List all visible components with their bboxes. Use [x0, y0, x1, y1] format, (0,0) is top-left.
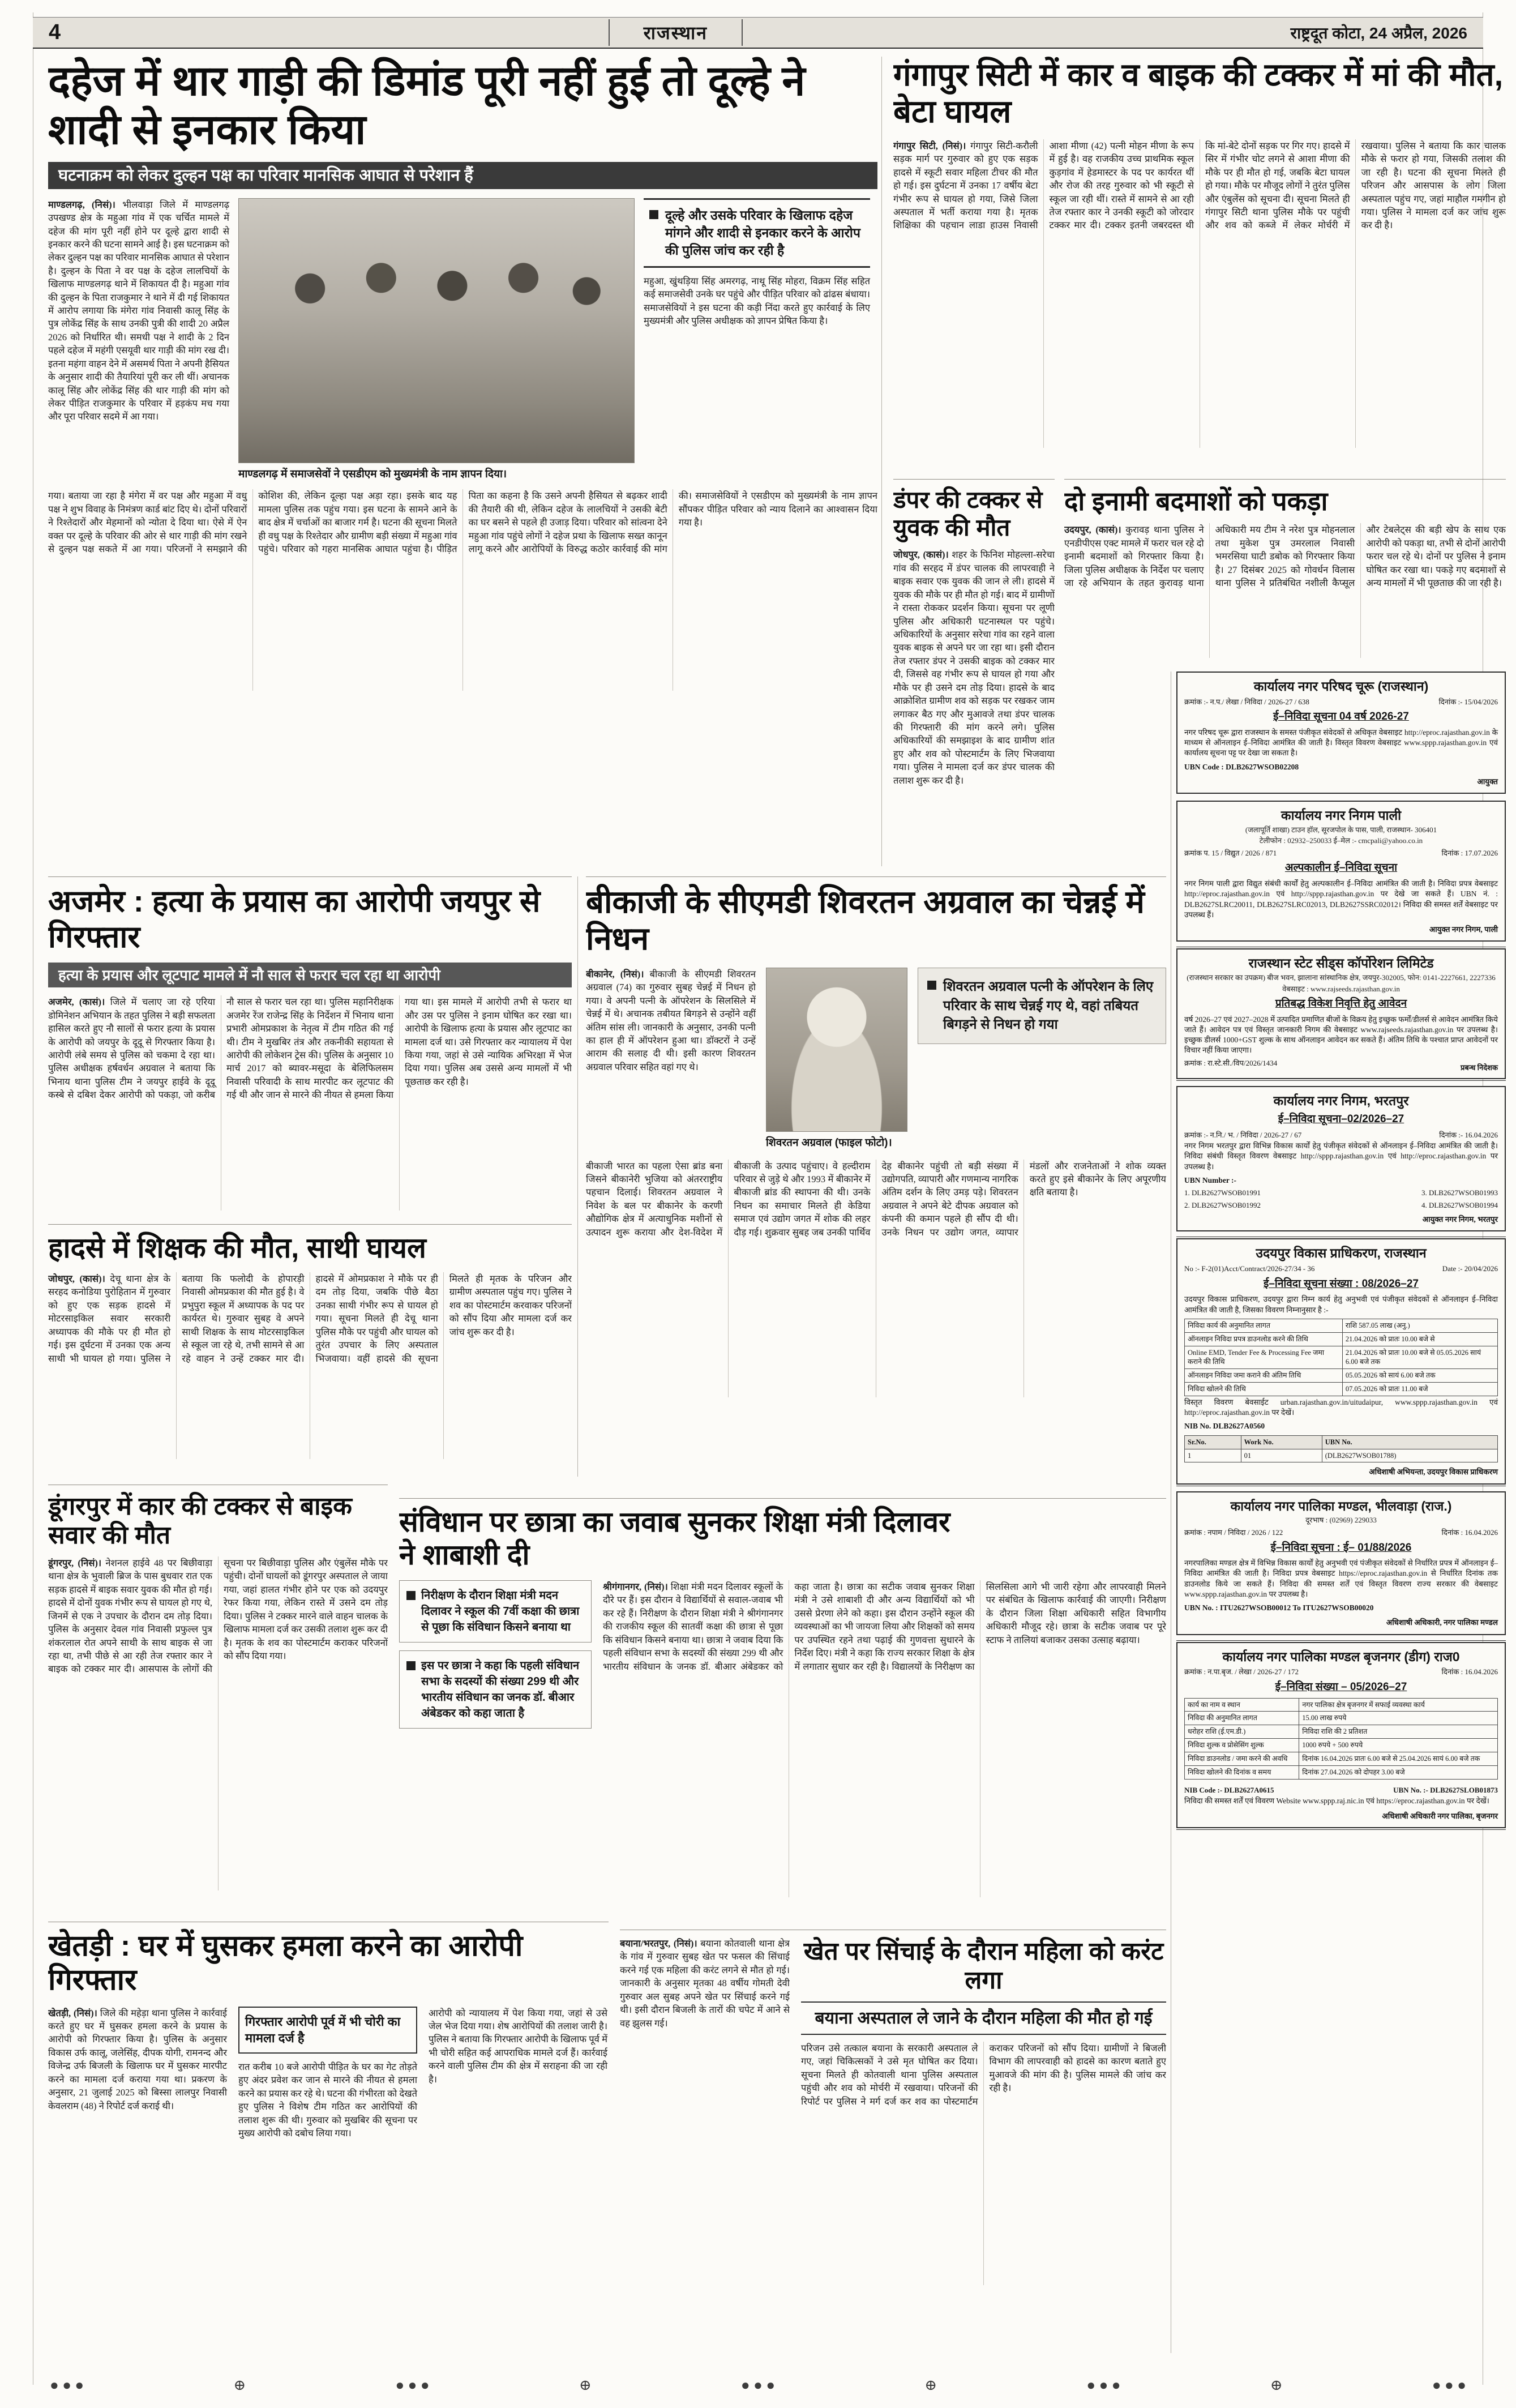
column-divider	[577, 876, 578, 1477]
registration-mark-icon: ⊕	[924, 2377, 937, 2393]
dateline: खेतड़ी, (निसं)।	[48, 2007, 97, 2018]
body-text: बीकाजी भारत का पहला ऐसा ब्रांड बना जिसने बीकानेरी भुजिया को अंतरराष्ट्रीय पहचान दिलाई। शिवरतन अग्रवाल ने निवेश के बल पर बीकानेर के करणी औद्योगिक क्षेत्र में अत्याधुनिक मशीनों से उत्पादन शुरू कराया और देश-विदेश में बीकाजी के उत्पाद पहुंचाए। वे हल्दीराम परिवार से जुड़े थे और 1993 में बीकानेर में बीकाजी ब्रांड की स्थापना की थी। उनके निधन का समाचार मिलते ही केडिया समाज एवं उद्योग जगत में शोक की लहर दौड़ गई। शुक्रवार सुबह जब उनकी पार्थिव देह बीकानेर पहुंची तो बड़ी संख्या में उद्योगपति, व्यापारी और गणमान्य नागरिक अंतिम दर्शन के लिए उमड़ पड़े। शिवरतन अग्रवाल ने अपने बेटे दीपक अग्रवाल को कंपनी की कमान पहले ही सौंप दी थी। उनके निधन पर उद्योग जगत, व्यापार मंडलों और राजनेताओं ने शोक व्यक्त करते हुए इसे बीकानेर के लिए अपूरणीय क्षति बताया है।	[586, 1160, 1166, 1238]
notice-bhilwara	[1176, 1491, 1506, 1635]
section-title: राजस्थान	[609, 19, 743, 46]
bullet-square-icon	[649, 210, 658, 219]
bikaji-portrait-image	[766, 968, 907, 1132]
notice-date: Date :- 20/04/2026	[1442, 1264, 1498, 1273]
notice-ubn-label: UBN Number :-	[1184, 1175, 1236, 1184]
notice-address: (जलापूर्ति शाखा) टाउन हॉल, सूरजपोल के पास, पाली, राजस्थान- 306401	[1245, 825, 1437, 834]
page-number: 4	[49, 20, 61, 44]
notice-ref: क्रमांक :- न.नि./ भ. / निविदा / 2026-27 / 67	[1184, 1130, 1302, 1139]
article-dumper	[893, 479, 1055, 835]
row-value: 07.05.2026 को प्रातः 11.00 बजे	[1342, 1383, 1497, 1396]
notice-note: निविदा की समस्त शर्तें एवं विवरण Website www.sppp.raj.nic.in एवं https://eproc.rajasthan.gov.in पर देखें।	[1184, 1797, 1489, 1806]
notice-brijnagar	[1176, 1642, 1506, 1828]
notice-heading: अल्पकालीन ई–निविदा सूचना	[1284, 862, 1398, 874]
dateline: जोधपुर, (कासं)।	[893, 549, 949, 561]
row-value: 21.04.2026 को प्रातः 10.00 बजे से 05.05.2026 सायं 6.00 बजे तक	[1342, 1346, 1497, 1369]
col-header: Work No.	[1241, 1435, 1322, 1449]
headline: अजमेर : हत्या के प्रयास का आरोपी जयपुर से गिरफ्तार	[48, 884, 541, 954]
article-text	[893, 139, 1506, 448]
dowry-photo-image	[238, 198, 635, 463]
dateline: बीकानेर, (निसं)।	[586, 968, 644, 980]
ubn-code: 1. DLB2627WSOB01991	[1184, 1188, 1261, 1197]
table-header-row	[1185, 1435, 1498, 1449]
pull-quote	[918, 968, 1166, 1044]
body-text: जिले में चलाए जा रहे एरिया डोमिनेशन अभियान के तहत पुलिस ने बड़ी सफलता हासिल करते हुए नौ सालों से फरार हत्या के प्रयास के आरोपी को जयपुर के दूदू से गिरफ्तार किया है। आरोपी लंबे समय से पुलिस को चकमा दे रहा था। पुलिस अधीक्षक हर्षवर्धन अग्रवाल ने बताया कि भिनाय थाना पुलिस टीम ने जयपुर हाईवे के दूदू कस्बे से दबिश देकर आरोपी को पकड़ा, जो करीब नौ साल से फरार चल रहा था। पुलिस महानिरीक्षक अजमेर रेंज राजेन्द्र सिंह के निर्देशन में भिनाय थाना प्रभारी ओमप्रकाश के नेतृत्व में टीम गठित की गई थी। टीम ने मुखबिर तंत्र और तकनीकी सहायता से आरोपी की लोकेशन ट्रेस की। पुलिस के अनुसार 10 मार्च 2017 को ब्यावर-मसूदा के बेलिफिलसम निवासी परिवादी के साथ मारपीट कर लूटपाट की गई थी और जान से मारने की नीयत से हमला किया गया था। इस मामले में आरोपी तभी से फरार था और उस पर पुलिस ने इनाम घोषित कर रखा था। आरोपी के खिलाफ हत्या के प्रयास और लूटपाट का मामला दर्ज था। उसे गिरफ्तार कर न्यायालय में पेश किया गया, जहां से उसे न्यायिक अभिरक्षा में भेज दिया गया। पुलिस अब उससे अन्य मामलों में भी पूछताछ कर रही है।	[48, 996, 572, 1101]
dowry-photo	[238, 198, 635, 482]
highlight-text: गिरफ्तार आरोपी पूर्व में भी चोरी का मामला दर्ज है	[245, 2014, 401, 2046]
notice-body: नगरपालिका मण्डल क्षेत्र में विभिन्न विकास कार्यों हेतु अनुभवी एवं पंजीकृत संवेदकों से निर्धारित प्रपत्र में ऑनलाइन ई–निविदा आमंत्रित की जाती है। निविदा प्रपत्र वेबसाइट https://eproc.rajasthan.gov.in से निर्धारित दिनांक तक डाउनलोड किये जा सकते हैं। निविदा की समस्त शर्तें एवं विस्तृत विवरण राज्य सरकार की वेबसाइट www.sppp.rajasthan.gov.in पर उपलब्ध है।	[1184, 1559, 1498, 1598]
dateline: अजमेर, (कासं)।	[48, 996, 105, 1008]
article-column	[238, 2007, 417, 2290]
tender-notice-rail	[1176, 671, 1506, 2370]
row-label: कार्य का नाम व स्थान	[1185, 1698, 1299, 1712]
notice-body: नगर निगम पाली द्वारा विद्युत संबंधी कार्यों हेतु अल्पकालीन ई–निविदा आमंत्रित की जाती है। निविदा प्रपत्र वेबसाइट http://eproc.rajasthan.gov.in एवं http://sppp.rajasthan.gov.in पर देखे जा सकते हैं। UBN नं. : DLB2627SLRC20011, DLB2627SLRC02013, DLB2627SSRC02012। निविदा की समस्त शर्तें वेबसाइट पर उपलब्ध हैं।	[1184, 879, 1498, 919]
cell: 1	[1185, 1449, 1241, 1462]
bikaji-portrait	[766, 968, 907, 1150]
ubn-code: 2. DLB2627WSOB01992	[1184, 1200, 1261, 1209]
notice-udaipur	[1176, 1238, 1506, 1484]
highlight-box	[238, 2007, 417, 2054]
registration-mark-icon: ⊕	[1270, 2377, 1283, 2393]
notice-nib: NIB Code :- DLB2627A0615	[1184, 1785, 1274, 1794]
notice-bharatpur	[1176, 1086, 1506, 1231]
dateline: जोधपुर, (कासं)।	[48, 1273, 105, 1284]
notice-ubn: UBN No. :- DLB2627SLOB01873	[1393, 1785, 1498, 1794]
article-text	[586, 968, 756, 1150]
row-label: निविदा की अनुमानित लागत	[1185, 1712, 1299, 1725]
subhead-bar: घटनाक्रम को लेकर दुल्हन पक्ष का परिवार मानसिक आघात से परेशान हैं	[48, 162, 877, 189]
bullet-box	[399, 1650, 592, 1729]
pull-quote-text: दूल्हे और उसके परिवार के खिलाफ दहेज मांगने और शादी से इनकार करने के आरोप की पुलिस जांच कर रही है	[665, 207, 860, 258]
table-row	[1185, 1698, 1498, 1712]
headline: हादसे में शिक्षक की मौत, साथी घायल	[48, 1232, 426, 1264]
notice-ref: No :- F-2(01)Acct/Contract/2026-27/34 - 36	[1184, 1264, 1315, 1273]
notice-heading: ई–निविदा सूचना 04 वर्ष 2026-27	[1273, 711, 1409, 723]
row-label: धरोहर राशि (ई.एम.डी.)	[1185, 1725, 1299, 1739]
article-sinchai	[620, 1930, 1166, 2338]
body-text: जिले की महेड़ा थाना पुलिस ने कार्रवाई करते हुए घर में घुसकर हमला करने के प्रयास के आरोपी को गिरफ्तार किया है। पुलिस के अनुसार विकास उर्फ कालू, जलेसिंह, दीपक योगी, रामनन्द और विजेन्द्र उर्फ बिजली के खिलाफ घर में घुसकर मारपीट करने का मामला दर्ज कराया गया था। प्रकरण के अनुसार, 21 जुलाई 2025 को बिस्सा लालपुर निवासी केवलराम (48) ने रिपोर्ट दर्ज कराई थी।	[48, 2007, 228, 2111]
article-text	[48, 995, 572, 1211]
dot-group-icon: ● ● ●	[395, 2377, 430, 2393]
ubn-code: 4. DLB2627WSOB01994	[1421, 1200, 1498, 1209]
headline: बीकाजी के सीएमडी शिवरतन अग्रवाल का चेन्नई में निधन	[586, 884, 1145, 956]
footer-marks	[33, 2377, 1483, 2394]
tender-schedule-table	[1184, 1319, 1498, 1396]
row-label: ऑनलाइन निविदा प्रपत्र डाउनलोड करने की तिथि	[1185, 1332, 1343, 1346]
cell: (DLB2627WSOB01788)	[1322, 1449, 1497, 1462]
row-value: दिनांक 27.04.2026 को दोपहर 3.00 बजे	[1299, 1765, 1498, 1779]
table-row	[1185, 1752, 1498, 1766]
article-gangapur	[893, 57, 1506, 470]
notice-title: कार्यालय नगर निगम, भरतपुर	[1273, 1093, 1409, 1109]
article-text	[1064, 523, 1506, 658]
bullet-box	[399, 1580, 592, 1643]
bullet-square-icon	[927, 981, 936, 990]
notice-title: कार्यालय नगर परिषद चूरू (राजस्थान)	[1253, 679, 1429, 694]
article-text	[48, 2007, 227, 2290]
row-value: 15.00 लाख रुपये	[1299, 1712, 1498, 1725]
table-row	[1185, 1346, 1498, 1369]
headline: खेतड़ी : घर में घुसकर हमला करने का आरोपी गिरफ्तार	[48, 1930, 523, 1997]
notice-address: (राजस्थान सरकार का उपक्रम) बीज भवन, झालाना सांस्थानिक क्षेत्र, जयपुर-302005, फोन: 0141-2227661, 2227336	[1187, 973, 1496, 982]
table-row	[1185, 1712, 1498, 1725]
dot-group-icon: ● ● ●	[740, 2377, 776, 2393]
bullet-points	[399, 1580, 592, 1897]
table-row	[1185, 1765, 1498, 1779]
notice-signature: अधिशाषी अधिकारी नगर पालिका, बृजनगर	[1382, 1811, 1498, 1820]
notice-signature: अधिशाषी अभियन्ता, उदयपुर विकास प्राधिकरण	[1369, 1468, 1498, 1477]
row-label: निविदा शुल्क व प्रोसेसिंग शुल्क	[1185, 1739, 1299, 1752]
notice-date: दिनांक : 17.07.2026	[1441, 848, 1498, 857]
notice-ref: क्रमांक प. 15 / विद्युत / 2026 / 871	[1184, 848, 1277, 857]
article-text	[603, 1580, 1166, 1897]
row-value: 1000 रुपये + 500 रुपये	[1299, 1739, 1498, 1752]
notice-heading: ई–निविदा संख्या – 05/2026–27	[1275, 1680, 1407, 1693]
body-text: भीलवाड़ा जिले में माण्डलगढ़ उपखण्ड क्षेत्र के महुआ गांव में एक चर्चित मामले में दहेज की मांग पूरी नहीं होने पर दूल्हे द्वारा शादी से इनकार करने की घटना सामने आई है। इस घटनाक्रम को लेकर दुल्हन पक्ष का परिवार मानसिक आघात से परेशान है। दुल्हन के पिता ने वर पक्ष के दहेज लालचियों के खिलाफ माण्डलगढ़ थाने में शिकायत दी है। महुआ गांव की दुल्हन के पिता राजकुमार ने थाने में दी गई शिकायत में आरोप लगाया कि मंगेरा गांव निवासी कालू सिंह के पुत्र लोकेंद्र सिंह के साथ उनकी पुत्री की शादी 20 अप्रैल 2026 को निर्धारित थी। समधी पक्ष ने शादी के 2 दिन पहले दहेज में महंगी एसयूवी थार गाड़ी की मांग रख दी। इतना महंगा वाहन देने में असमर्थ पिता ने अपनी हैसियत के अनुसार शादी की तैयारियां पूरी कर ली थीं। अचानक कालू सिंह और लोकेंद्र सिंह की थार गाड़ी की मांग को लेकर पीड़ित राजकुमार के परिवार में हड़कंप मच गया और पूरा परिवार सदमे में आ गया।	[48, 199, 229, 422]
pull-quote	[644, 198, 870, 268]
notice-signature: आयुक्त नगर निगम, भरतपुर	[1422, 1215, 1498, 1224]
body-text: परिजन उसे तत्काल बयाना के सरकारी अस्पताल ले गए, जहां चिकित्सकों ने उसे मृत घोषित कर दिया। सूचना मिलते ही कोतवाली थाना पुलिस अस्पताल पहुंची और शव को मोर्चरी में रखवाया। परिजनों की रिपोर्ट पर पुलिस ने मर्ग दर्ज कर शव का पोस्टमार्टम कराकर परिजनों को सौंप दिया। ग्रामीणों ने बिजली विभाग की लापरवाही को हादसे का कारण बताते हुए मुआवजे की मांग की है। पुलिस मामले की जांच कर रही है।	[801, 2043, 1166, 2107]
notice-body: नगर परिषद चूरू द्वारा राजस्थान के समस्त पंजीकृत संवेदकों से अधिकृत वेबसाइट http://eproc.rajasthan.gov.in के माध्यम से ऑनलाइन ई–निविदा आमंत्रित की जाती है। विस्तृत विवरण वेबसाइट www.sppp.rajasthan.gov.in एवं कार्यालय सूचना पट्ट पर देखा जा सकता है।	[1184, 728, 1498, 758]
table-row	[1185, 1319, 1498, 1332]
notice-contact: दूरभाष : (02969) 229033	[1305, 1516, 1377, 1525]
row-label: निविदा कार्य की अनुमानित लागत	[1185, 1319, 1343, 1332]
article-main	[801, 1937, 1166, 2311]
masthead	[33, 17, 1483, 49]
row-label: निविदा खोलने की दिनांक व समय	[1185, 1765, 1299, 1779]
notice-heading: ई–निविदा सूचना संख्या : 08/2026–27	[1264, 1277, 1419, 1290]
photo-caption: शिवरतन अग्रवाल (फाइल फोटो)।	[766, 1136, 892, 1149]
article-khetri	[48, 1922, 609, 2338]
notice-signature: आयुक्त	[1477, 777, 1498, 786]
body-text: नेशनल हाईवे 48 पर बिछीवाड़ा थाना क्षेत्र के भुवाली ब्रिज के पास बुधवार रात एक सड़क हादसे में बाइक सवार युवक की मौत हो गई। हादसे में दोनों युवक गंभीर रूप से घायल हो गए थे, जिनमें से एक ने उपचार के दौरान दम तोड़ दिया। पुलिस के अनुसार देवल गांव निवासी प्रफुल्ल पुत्र शंकरलाल रोत अपने साथी के साथ बाइक से जा रहा था, तभी पीछे से आ रही तेज रफ्तार कार ने बाइक को टक्कर मार दी। आसपास के लोगों की सूचना पर बिछीवाड़ा पुलिस और एंबुलेंस मौके पर पहुंची। दोनों घायलों को डूंगरपुर अस्पताल ले जाया गया, जहां हालत गंभीर होने पर एक को उदयपुर रेफर किया गया, लेकिन रास्ते में उसने दम तोड़ दिया। पुलिस ने टक्कर मारने वाले वाहन चालक के खिलाफ मामला दर्ज कर उसकी तलाश शुरू कर दी है। मृतक के शव का पोस्टमार्टम कराकर परिजनों को सौंप दिया गया।	[48, 1558, 388, 1675]
pull-quote-text: शिवरतन अग्रवाल पत्नी के ऑपरेशन के लिए परिवार के साथ चेन्नई गए थे, वहां तबियत बिगड़ने से निधन हो गया	[943, 978, 1154, 1033]
notice-date: दिनांक :- 15/04/2026	[1438, 697, 1498, 706]
notice-pali	[1176, 801, 1506, 942]
notice-ubn: UBN Code : DLB2627WSOB02208	[1184, 762, 1299, 771]
tender-detail-table	[1184, 1698, 1498, 1780]
headline: दो इनामी बदमाशों को पकड़ा	[1064, 486, 1328, 516]
cell: 01	[1241, 1449, 1322, 1462]
row-label: निविदा खोलने की तिथि	[1185, 1383, 1343, 1396]
notice-date: दिनांक : 16.04.2026	[1441, 1667, 1498, 1676]
body-text: आरोपी को न्यायालय में पेश किया गया, जहां से उसे जेल भेज दिया गया। शेष आरोपियों की तलाश जारी है। पुलिस ने बताया कि गिरफ्तार आरोपी के खिलाफ पूर्व में भी चोरी सहित कई आपराधिक मामले दर्ज हैं। कार्रवाई करने वाली पुलिस टीम की क्षेत्र में सराहना की जा रही है।	[429, 2007, 607, 2085]
row-label: निविदा डाउनलोड / जमा करने की अवधि	[1185, 1752, 1299, 1766]
article-text	[48, 1556, 388, 1891]
registration-mark-icon: ⊕	[233, 2377, 246, 2393]
notice-date: दिनांक : 16.04.2026	[1441, 1528, 1498, 1537]
row-value: निविदा राशि की 2 प्रतिशत	[1299, 1725, 1498, 1739]
notice-ref: क्रमांक : नपाम / निविदा / 2026 / 122	[1184, 1528, 1283, 1537]
notice-note: विस्तृत विवरण बेवसाईट urban.rajasthan.gov.in/uitudaipur, www.sppp.rajasthan.gov.in एवं http://eproc.rajasthan.gov.in पर देखें।	[1184, 1398, 1498, 1417]
table-row	[1185, 1739, 1498, 1752]
notice-body: नगर निगम भरतपुर द्वारा विभिन्न विकास कार्यों हेतु पंजीकृत संवेदकों से ऑनलाइन ई–निविदा आमंत्रित की जाती है। निविदा संबंधी विस्तृत विवरण वेबसाइट http://sppp.rajasthan.gov.in एवं http://eproc.rajasthan.gov.in पर उपलब्ध है।	[1184, 1141, 1498, 1171]
col-header: Sr.No.	[1185, 1435, 1241, 1449]
registration-mark-icon: ⊕	[579, 2377, 592, 2393]
headline: डंपर की टक्कर से युवक की मौत	[893, 486, 1043, 541]
notice-signature: अधिशाषी अधिकारी, नगर पालिका मण्डल	[1386, 1618, 1498, 1627]
article-samvidhan	[399, 1498, 1166, 1915]
row-value: दिनांक 16.04.2026 प्रातः 6.00 बजे से 25.04.2026 सायं 6.00 बजे तक	[1299, 1752, 1498, 1766]
article-dungarpur	[48, 1485, 388, 1913]
row-label: ऑनलाइन निविदा जमा कराने की अंतिम तिथि	[1185, 1369, 1343, 1383]
subhead-bar: हत्या के प्रयास और लूटपाट मामले में नौ साल से फरार चल रहा था आरोपी	[48, 963, 572, 987]
notice-intro: उदयपुर विकास प्राधिकरण, उदयपुर द्वारा निम्न कार्य हेतु अनुभवी एवं पंजीकृत संवेदकों से ऑनलाइन ई–निविदा आमंत्रित की जाती है, जिसका विवरण निम्नानुसार है :-	[1184, 1295, 1498, 1314]
table-row	[1185, 1449, 1498, 1462]
body-text: गंगापुर सिटी-करौली सड़क मार्ग पर गुरुवार को हुए एक सड़क हादसे में स्कूटी सवार महिला टीचर की मौत हो गई। इस दुर्घटना में उनका 17 वर्षीय बेटा गंभीर रूप से घायल हो गया, जिसे जिला अस्पताल में भर्ती कराया गया है। मृतक शिक्षिका की पहचान लाडा हाउस निवासी आशा मीणा (42) पत्नी मोहन मीणा के रूप में हुई है। वह राजकीय उच्च प्राथमिक स्कूल कुड़गांव में हेडमास्टर के पद पर कार्यरत थीं और रोज की तरह गुरुवार को भी स्कूटी से स्कूल जा रही थीं। रास्ते में सामने से आ रही तेज रफ्तार कार ने उनकी स्कूटी को जोरदार टक्कर मार दी। टक्कर इतनी जबरदस्त थी कि मां-बेटे दोनों सड़क पर गिर गए। हादसे में सिर में गंभीर चोट लगने से आशा मीणा की मौके पर ही मौत हो गई, जबकि बेटा घायल हो गया। मौके पर मौजूद लोगों ने तुरंत पुलिस और एंबुलेंस को सूचना दी। सूचना मिलते ही गंगापुर सिटी थाना पुलिस मौके पर पहुंची और शव को कब्जे में लेकर मोर्चरी में रखवाया। पुलिस ने बताया कि कार चालक मौके से फरार हो गया, जिसकी तलाश की जा रही है। घटना की सूचना मिलते ही परिजन और आसपास के लोग जिला अस्पताल पहुंच गए, जहां माहौल गमगीन हो गया। पुलिस ने मामला दर्ज कर जांच शुरू कर दी है।	[893, 140, 1506, 231]
dateline: उदयपुर, (कासं)।	[1064, 524, 1121, 536]
body-text: रात करीब 10 बजे आरोपी पीड़ित के घर का गेट तोड़ते हुए अंदर प्रवेश कर जान से मारने की नीयत से हमला करने का प्रयास कर रहे थे। घटना की गंभीरता को देखते हुए पुलिस ने विशेष टीम गठित कर आरोपियों की तलाश शुरू की थी। गुरुवार को मुखबिर की सूचना पर मुख्य आरोपी को दबोच लिया गया।	[238, 2061, 417, 2139]
notice-title: राजस्थान स्टेट सीड्स कॉर्पोरेशन लिमिटेड	[1248, 956, 1434, 971]
dateline: श्रीगंगानगर, (निसं)।	[603, 1581, 668, 1592]
body-text: गया। बताया जा रहा है मंगेरा में वर पक्ष और महुआ में वधु पक्ष ने शुभ विवाह के निमंत्रण कार्ड बांट दिए थे। दोनों परिवारों ने रिश्तेदारों और मेहमानों को न्योता दे दिया था। ऐसे में ऐन वक्त पर दूल्हे के परिवार की ओर से थार गाड़ी की मांग रखने से दुल्हन पक्ष सकते में आ गया। परिजनों ने समझाने की कोशिश की, लेकिन दूल्हा पक्ष अड़ा रहा। इसके बाद यह मामला पुलिस तक पहुंच गया। इस घटना के सामने आने के बाद क्षेत्र में चर्चाओं का बाजार गर्म है। घटना की सूचना मिलते ही वधु पक्ष के रिश्तेदार और ग्रामीण बड़ी संख्या में महुआ गांव पहुंचे। परिवार को गहरा मानसिक आघात पहुंचा है। पीड़ित पिता का कहना है कि उसने अपनी हैसियत से बढ़कर शादी की तैयारी की थी, लेकिन दहेज के लालचियों ने उसकी बेटी का घर बसने से पहले ही उजाड़ दिया। परिवार को सांत्वना देने महुआ गांव पहुंचे लोगों ने दहेज प्रथा के खिलाफ सख्त कानून लागू करने और आरोपियों के विरुद्ध कठोर कार्रवाई की मांग की। समाजसेवियों ने एसडीएम को मुख्यमंत्री के नाम ज्ञापन सौंपकर पीड़ित परिवार को न्याय दिलाने का आश्वासन दिया गया है।	[48, 490, 877, 555]
deck-headline: बयाना अस्पताल ले जाने के दौरान महिला की मौत हो गई	[801, 2001, 1166, 2035]
dot-group-icon: ● ● ●	[1432, 2377, 1466, 2393]
notice-title: कार्यालय नगर पालिका मण्डल बृजनगर (डीग) राज0	[1222, 1649, 1460, 1664]
notice-ref: क्रमांक : न.पा.बृज. / लेखा / 2026-27 / 172	[1184, 1667, 1299, 1676]
table-row	[1185, 1332, 1498, 1346]
row-label: Online EMD, Tender Fee & Processing Fee जमा कराने की तिथि	[1185, 1346, 1343, 1369]
notice-ref: क्रमांक : रा.स्टे.सी./विप/2026/1434	[1184, 1058, 1278, 1067]
notice-title: उदयपुर विकास प्राधिकरण, राजस्थान	[1256, 1246, 1427, 1261]
article-text	[48, 198, 229, 482]
notice-contact: टेलीफोन : 02932–250033 ई–मेल :- cmcpali@yahoo.co.in	[1259, 836, 1423, 845]
body-text: कुरावड़ थाना पुलिस ने एनडीपीएस एक्ट मामले में फरार चल रहे दो इनामी बदमाशों को गिरफ्तार किया है। जिला पुलिस अधीक्षक के निर्देश पर चलाए जा रहे अभियान के तहत कुरावड़ थाना अधिकारी मय टीम ने नरेश पुत्र मोहनलाल तथा मुकेश पुत्र उमरलाल निवासी भमरसिया घाटी डबोक को गिरफ्तार किया है। 27 दिसंबर 2025 को गोवर्धन विलास थाना पुलिस ने प्रतिबंधित नशीली कैप्सूल और टेबलेट्स की बड़ी खेप के साथ एक आरोपी को पकड़ा था, तभी से दोनों आरोपी फरार चल रहे थे। दोनों पर पुलिस ने इनाम घोषित कर रखा था। पकड़े गए बदमाशों से अन्य मामलों में भी पूछताछ की जा रही है।	[1064, 524, 1506, 589]
bullet-square-icon	[406, 1591, 416, 1600]
notice-ref: क्रमांक :- न.प./ लेखा / निविदा / 2026-27 / 638	[1184, 697, 1309, 706]
notice-date: दिनांक :- 16.04.2026	[1439, 1130, 1498, 1139]
column-divider	[881, 57, 882, 866]
dateline: माण्डलगढ़, (निसं)।	[48, 199, 115, 210]
row-value: 21.04.2026 को प्रातः 10.00 बजे से	[1342, 1332, 1497, 1346]
body-text: बयाना कोतवाली थाना क्षेत्र के गांव में गुरुवार सुबह खेत पर फसल की सिंचाई करने गई एक महिला की करंट लगने से मौत हो गई। जानकारी के अनुसार मृतका 48 वर्षीय गोमती देवी गुरुवार अल सुबह अपने खेत पर सिंचाई करने गई थी। इसी दौरान बिजली के तारों की चपेट में आने से वह झुलस गई।	[620, 1938, 790, 2029]
notice-churu	[1176, 671, 1506, 794]
row-value: नगर पालिका क्षेत्र बृजनगर में सफाई व्यवस्था कार्य	[1299, 1698, 1498, 1712]
body-text: महुआ, खुंथड़िया सिंह अमरगढ़, नाथू सिंह मोहरा, विक्रम सिंह सहित कई समाजसेवी उनके घर पहुंचे और पीड़ित परिवार को ढांढस बंधाया। समाजसेवियों ने इस घटना की कड़ी निंदा करते हुए कार्रवाई के लिए मुख्यमंत्री और पुलिस अधीक्षक को ज्ञापन प्रेषित किया है।	[644, 275, 870, 327]
headline: दहेज में थार गाड़ी की डिमांड पूरी नहीं हुई तो दूल्हे ने शादी से इनकार किया	[48, 57, 806, 153]
table-row	[1185, 1383, 1498, 1396]
photo-caption: माण्डलगढ़ में समाजसेवों ने एसडीएम को मुख्यमंत्री के नाम ज्ञापन दिया।	[238, 468, 507, 480]
notice-body: वर्ष 2026–27 एवं 2027–2028 में उत्पादित प्रमाणित बीजों के विक्रय हेतु इच्छुक फर्मों/डीलर्स से आवेदन आमंत्रित किये जाते हैं। आवेदन पत्र एवं विस्तृत जानकारी निगम की वेबसाइट www.rajseeds.rajasthan.gov.in पर उपलब्ध है। इच्छुक डीलर्स 1000+GST शुल्क के साथ ऑनलाइन आवेदन कर सकते हैं। अंतिम तिथि के पश्चात प्राप्त आवेदनों पर विचार नहीं किया जाएगा।	[1184, 1015, 1498, 1055]
notice-heading: ई–निविदा सूचना–02/2026–27	[1278, 1113, 1404, 1125]
article-teacher	[48, 1224, 572, 1477]
article-ajmer	[48, 876, 572, 1217]
dateline: डूंगरपुर, (निसं)।	[48, 1558, 102, 1569]
table-row	[1185, 1725, 1498, 1739]
headline: खेत पर सिंचाई के दौरान महिला को करंट लगा	[803, 1937, 1164, 1995]
headline: संविधान पर छात्रा का जवाब सुनकर शिक्षा मंत्री दिलावर ने शाबाशी दी	[399, 1506, 950, 1571]
body-text: देचू थाना क्षेत्र के सरहद कनोडिया पुरोहितान में गुरुवार को हुए एक सड़क हादसे में मोटरसाइकिल सवार सरकारी अध्यापक की मौके पर ही मौत हो गई। इस दुर्घटना में उनका एक अन्य साथी भी घायल हो गया। पुलिस ने बताया कि फलोदी के होपारड़ी निवासी ओमप्रकाश की मौत हुई है। वे प्रभुपुरा स्कूल में अध्यापक के पद पर कार्यरत थे। गुरुवार सुबह वे अपने साथी शिक्षक के साथ मोटरसाइकिल से स्कूल जा रहे थे, तभी सामने से आ रहे वाहन ने उन्हें टक्कर मार दी। हादसे में ओमप्रकाश ने मौके पर ही दम तोड़ दिया, जबकि पीछे बैठा उनका साथी गंभीर रूप से घायल हो गया। सूचना मिलते ही देचू थाना पुलिस मौके पर पहुंची और घायल को तुरंत उपचार के लिए अस्पताल भिजवाया। वहीं हादसे की सूचना मिलते ही मृतक के परिजन और ग्रामीण अस्पताल पहुंच गए। पुलिस ने शव का पोस्टमार्टम करवाकर परिजनों को सौंप दिया और मामला दर्ज कर जांच शुरू कर दी है।	[48, 1273, 572, 1364]
row-value: 05.05.2026 को सायं 6.00 बजे तक	[1342, 1369, 1497, 1383]
bullet-text: इस पर छात्रा ने कहा कि पहली संविधान सभा के सदस्यों की संख्या 299 थी और भारतीय संविधान का जनक डॉ. बीआर अंबेडकर को कहा जाता है	[421, 1659, 580, 1720]
notice-heading: प्रतिबद्ध विकेश निवृत्ति हेतु आवेदन	[1275, 998, 1407, 1010]
col-header: UBN No.	[1322, 1435, 1497, 1449]
dot-group-icon: ● ● ●	[50, 2377, 84, 2393]
notice-heading: ई–निविदा सूचना : ई– 01/88/2026	[1270, 1541, 1412, 1554]
notice-ubn: UBN No. : ITU2627WSOB00012 To ITU2627WSOB00020	[1184, 1603, 1374, 1613]
edition-date: राष्ट्रदूत कोटा, 24 अप्रैल, 2026	[1290, 24, 1467, 42]
notice-signature: आयुक्त नगर निगम, पाली	[1429, 925, 1498, 934]
table-row	[1185, 1369, 1498, 1383]
body-text: शहर के फिनिश मोहल्ला-सरेचा गांव की सरहद में डंपर चालक की लापरवाही ने बाइक सवार एक युवक की जान ले ली। हादसे में युवक की मौके पर ही मौत हो गई। बाद में ग्रामीणों ने रास्ता रोककर प्रदर्शन किया। सूचना पर लूणी पुलिस और अधिकारी घटनास्थल पर पहुंचे। अधिकारियों के अनुसार सरेचा गांव का रहने वाला युवक बाइक से अपने घर जा रहा था। इसी दौरान तेज रफ्तार डंपर ने उसकी बाइक को टक्कर मार दी, जिससे वह गंभीर रूप से घायल हो गया और मौके पर ही उसने दम तोड़ दिया। हादसे के बाद आक्रोशित ग्रामीण शव को सड़क पर रखकर जाम लगाकर बैठ गए और मुआवजे तथा डंपर चालक की गिरफ्तारी की मांग करने लगे। पुलिस अधिकारियों की समझाइश के बाद ग्रामीण शांत हुए और शव को पोस्टमार्टम के लिए भिजवाया गया। पुलिस ने मामला दर्ज कर डंपर चालक की तलाश शुरू कर दी है।	[893, 549, 1055, 786]
dateline: गंगापुर सिटी, (निसं)।	[893, 140, 966, 151]
row-value: राशि 587.05 लाख (अनु.)	[1342, 1319, 1497, 1332]
bullet-text: निरीक्षण के दौरान शिक्षा मंत्री मदन दिलावर ने स्कूल की 7वीं कक्षा की छात्रा से पूछा कि संविधान किसने बनाया था	[421, 1589, 580, 1633]
article-text	[48, 1272, 572, 1459]
body-text: बीकाजी के सीएमडी शिवरतन अग्रवाल (74) का गुरुवार सुबह चेन्नई में निधन हो गया। वे अपनी पत्नी के ऑपरेशन के सिलसिले में चेन्नई में थे। अचानक तबीयत बिगड़ने से उन्होंने वहीं अंतिम सांस ली। जानकारी के अनुसार, उनकी पत्नी का हाल ही में ऑपरेशन हुआ था। डॉक्टरों ने उन्हें आराम की सलाह दी थी। इसी कारण शिवरतन अग्रवाल परिवार सहित वहां गए थे।	[586, 968, 756, 1072]
notice-contact: वेबसाइट : www.rajseeds.rajasthan.gov.in	[1282, 984, 1400, 993]
article-dowry	[48, 57, 877, 867]
work-ubn-table	[1184, 1435, 1498, 1463]
dateline: बयाना/भरतपुर, (निसं)।	[620, 1938, 697, 1949]
notice-title: कार्यालय नगर पालिका मण्डल, भीलवाड़ा (राज.)	[1230, 1498, 1452, 1513]
bullet-square-icon	[406, 1661, 416, 1670]
ubn-code: 3. DLB2627WSOB01993	[1421, 1188, 1498, 1197]
headline: गंगापुर सिटी में कार व बाइक की टक्कर में मां की मौत, बेटा घायल	[893, 57, 1504, 129]
article-text	[620, 1937, 790, 2311]
headline: डूंगरपुर में कार की टक्कर से बाइक सवार की मौत	[48, 1492, 352, 1550]
article-text	[893, 548, 1055, 814]
article-badmash	[1064, 479, 1506, 665]
notice-signature: प्रबन्ध निदेशक	[1461, 1063, 1498, 1072]
dot-group-icon: ● ● ●	[1086, 2377, 1121, 2393]
body-text: शिक्षा मंत्री मदन दिलावर स्कूलों के दौरे पर हैं। इस दौरान वे विद्यार्थियों से सवाल-जवाब भी कर रहे हैं। निरीक्षण के दौरान शिक्षा मंत्री ने श्रीगंगानगर की राजकीय स्कूल की सातवीं कक्षा की छात्रा से पूछा कि संविधान किसने बनाया था। छात्रा ने जवाब दिया कि पहली संविधान सभा के सदस्यों की संख्या 299 थी और भारतीय संविधान के जनक डॉ. बीआर अंबेडकर को कहा जाता है। छात्रा का सटीक जवाब सुनकर शिक्षा मंत्री ने उसे शाबाशी दी और अन्य विद्यार्थियों को भी उससे प्रेरणा लेने को कहा। इस दौरान उन्होंने स्कूल की व्यवस्थाओं का भी जायजा लिया और शिक्षकों को समय पर उपस्थित रहने तथा पढ़ाई की गुणवत्ता सुधारने के निर्देश दिए। मंत्री ने कहा कि राज्य सरकार शिक्षा के क्षेत्र में लगातार सुधार कर रही है। विद्यालयों के निरीक्षण का सिलसिला आगे भी जारी रहेगा और लापरवाही मिलने पर संबंधित के खिलाफ कार्रवाई की जाएगी। निरीक्षण के दौरान जिला शिक्षा अधिकारी सहित विभागीय अधिकारी मौजूद रहे। छात्रा के सटीक जवाब पर पूरे स्टाफ ने तालियां बजाकर उसका उत्साह बढ़ाया।	[603, 1581, 1166, 1672]
article-bikaji	[586, 876, 1166, 1478]
notice-title: कार्यालय नगर निगम पाली	[1281, 808, 1402, 823]
article-sidebar	[644, 198, 870, 482]
notice-nib: NIB No. DLB2627A0560	[1184, 1422, 1265, 1431]
notice-seeds	[1176, 948, 1506, 1079]
